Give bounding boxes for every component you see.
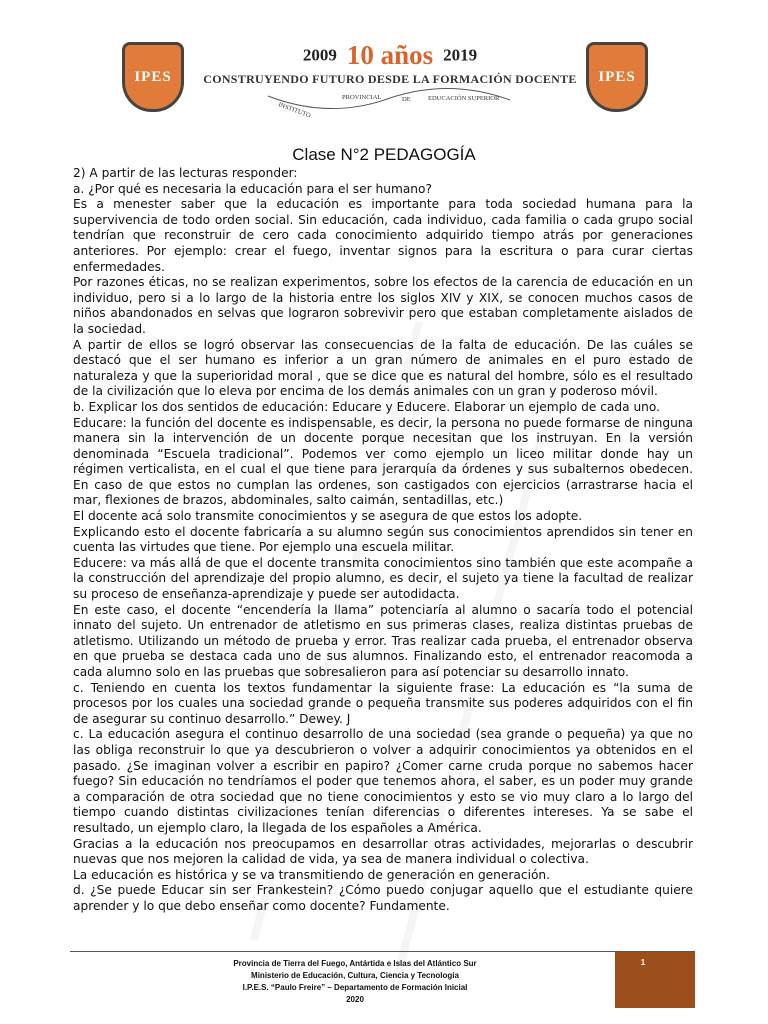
footer-divider: [70, 951, 695, 952]
ipes-logo-right: [586, 42, 648, 112]
paragraph: Por razones éticas, no se realizan experimentos, sobre los efectos de la carencia de educación en un individuo, pero si a lo largo de la historia entre los siglos XIV y XIX, se conocen muchos casos de niños abandonados en selvas que lograron sobrevivir pero que estaban completamente aislados de la sociedad.: [73, 275, 693, 336]
ribbon-word-4: EDUCACIÓN SUPERIOR: [428, 95, 500, 102]
paragraph: c. La educación asegura el continuo desarrollo de una sociedad (sea grande o pequeña) ya que no las obliga reconstruir lo que ya descubrieron o volver a adquirir conocimientos ya obtenidos en el pasado. ¿Se imaginan volver a escribir en papiro? ¿Comer carne cruda porque no sabemos hacer fuego? Sin educación no tendríamos el poder que tenemos ahora, el saber, es un poder muy grande a comparación de otra sociedad que no tiene conocimientos y esto se vio muy claro a lo largo del tiempo cuando distintas civilizaciones tenían diferencias o diferentes intereses. Ya se sabe el resultado, un ejemplo claro, la llegada de los españoles a América.: [73, 727, 693, 835]
document-header: [0, 0, 768, 140]
anniversary-label: 10 años: [346, 40, 434, 70]
paragraph: En este caso, el docente “encendería la llama” potenciaría al alumno o sacaría todo el potencial innato del sujeto. Un entrenador de atletismo en sus primeras clases, realiza distintas pruebas de atletismo. Utilizando un método de prueba y error. Tras realizar cada prueba, el entrenador observa en que prueba se destaca cada uno de sus alumnos. Finalizando esto, el entrenador reacomoda a cada alumno solo en las pruebas que sobresalieron para así potenciar su desarrollo innato.: [73, 602, 693, 679]
paragraph: b. Explicar los dos sentidos de educación: Educare y Educere. Elaborar un ejemplo de cada uno.: [73, 399, 661, 414]
paragraph: 2) A partir de las lecturas responder:: [73, 166, 298, 180]
institute-ribbon: [0, 0, 768, 140]
ribbon-word-3: DE: [402, 96, 411, 103]
paragraph: c. Teniendo en cuenta los textos fundamentar la siguiente frase: La educación es “la suma de procesos por los cuales una sociedad grande o pequeña transmite sus poderes adquiridos con el fin de asegurar su continuo desarrollo.” Dewey. J: [73, 680, 693, 726]
paragraph: Explicando esto el docente fabricaría a su alumno según sus conocimientos aprendidos sin tener en cuenta las virtudes que tiene. Por ejemplo una escuela militar.: [73, 524, 693, 555]
logo-text: IPES: [598, 68, 636, 85]
paragraph: d. ¿Se puede Educar sin ser Frankestein? ¿Cómo puedo conjugar aquello que el estudiante quiere aprender y lo que debo enseñar como docente? Fundamente.: [73, 883, 693, 913]
page-number-box: [615, 952, 695, 1008]
paragraph: El docente acá solo transmite conocimientos y se asegura de que estos los adopte.: [73, 509, 583, 524]
footer-line-institute: I.P.E.S. “Paulo Freire” – Departamento de Formación Inicial: [242, 983, 468, 992]
page-footer: [180, 958, 530, 1006]
header-motto: CONSTRUYENDO FUTURO DESDE LA FORMACIÓN DOCENTE: [203, 72, 577, 86]
paragraph: Educere: va más allá de que el docente transmita conocimientos sino también que este acompañe a la construcción del aprendizaje del propio alumno, es decir, el sujeto ya tiene la facultad de realizar su proceso de enseñanza-aprendizaje y puede ser autodidacta.: [73, 555, 693, 602]
footer-line-year: 2020: [346, 995, 364, 1004]
ribbon-word-1: INSTITUTO: [277, 101, 312, 120]
year-start: 2009: [302, 45, 337, 65]
ribbon-word-2: PROVINCIAL: [342, 94, 382, 101]
document-body: [73, 166, 693, 915]
year-end: 2019: [443, 45, 478, 65]
paragraph: a. ¿Por qué es necesaria la educación para el ser humano?: [73, 181, 432, 196]
footer-line-province: Provincia de Tierra del Fuego, Antártida e Islas del Atlántico Sur: [233, 959, 477, 968]
paragraph: Educare: la función del docente es indispensable, es decir, la persona no puede formarse de ninguna manera sin la intervención de un docente porque necesitan que los instruyan. En la versión denominada “Escuela tradicional”. Podemos ver como ejemplo un liceo militar donde hay un régimen verticalista, en el cual el que tiene para jerarquía da órdenes y sus subalternos obedecen. En caso de que estos no cumplan las ordenes, son castigados con ejercicios (arrastrarse hacia el mar, flexiones de brazos, abdominales, salto caimán, sentadillas, etc.): [73, 415, 693, 508]
paragraph: Gracias a la educación nos preocupamos en desarrollar otras actividades, mejorarlas o descubrir nuevas que nos mejoren la calidad de vida, ya sea de manera individual o colectiva.: [73, 836, 693, 867]
page-title: Clase N°2 PEDAGOGÍA: [292, 145, 476, 164]
paragraph: A partir de ellos se logró observar las consecuencias de la falta de educación. De las cuáles se destacó que el ser humano es inferior a un gran número de animales en el puro estado de naturaleza y que la superioridad moral , que se dice que es natural del hombre, sólo es el resultado de la civilización que lo eleva por encima de los demás animales con un gran y poderoso móvil.: [73, 337, 693, 399]
page-number: 1: [640, 958, 646, 967]
paragraph: Es a menester saber que la educación es importante para toda sociedad humana para la supervivencia de todo orden social. Sin educación, cada individuo, cada familia o cada grupo social tendrían que reconstruir de cero cada conocimiento adquirido tiempo atrás por generaciones anteriores. Por ejemplo: crear el fuego, inventar signos para la escritura o para curar ciertas enfermedades.: [73, 197, 693, 274]
paragraph: La educación es histórica y se va transmitiendo de generación en generación.: [73, 867, 551, 882]
logo-text: IPES: [134, 68, 172, 85]
footer-line-ministry: Ministerio de Educación, Cultura, Ciencia y Tecnología: [251, 971, 459, 980]
